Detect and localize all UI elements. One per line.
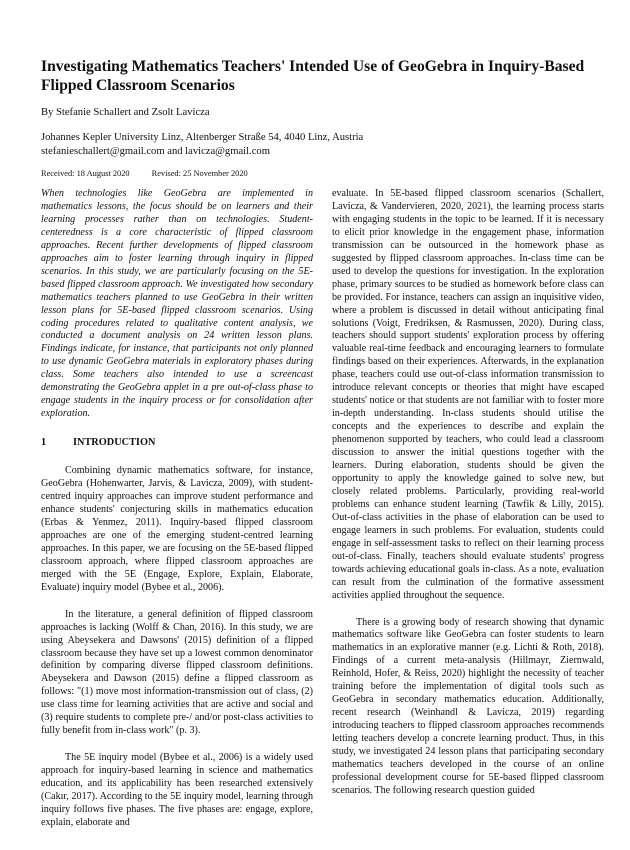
- section-title: INTRODUCTION: [73, 437, 156, 449]
- author-emails: stefanieschallert@gmail.com and lavicza@gmail.com: [41, 146, 270, 157]
- section-heading: [41, 437, 313, 450]
- abstract: When technologies like GeoGebra are implemented in mathematics lessons, the focus should be on learners and their learning processes rather than on technologies. Student-centeredness is a core characteristic of flipped classroom approaches. Recent further developments of flipped classroom approaches aim to foster learning through inquiry in flipped scenarios. In this study, we are particularly focusing on the 5E-based flipped classroom approach. We investigated how secondary mathematics teachers planned to use GeoGebra in their written lesson plans for 5E-based flipped classroom scenarios. Using coding procedures related to qualitative content analysis, we conducted a document analysis on 24 written lesson plans. Findings indicate, for instance, that participants not only planned to use dynamic GeoGebra materials in exploratory phases during class. Some teachers also intended to use a screencast demonstrating the GeoGebra applet in a pre out-of-class phase to engage students in the inquiry process or for consolidation after exploration.: [41, 188, 313, 420]
- paper-title: Investigating Mathematics Teachers' Intended Use of GeoGebra in Inquiry-Based Flipped Classroom Scenarios: [41, 58, 585, 94]
- paragraph: evaluate. In 5E-based flipped classroom scenarios (Schallert, Lavicza, & Vandervieren, 2020, 2021), the learning process starts with engaging students in the topic to be learned. If it is necessary to elicit prior knowledge in the engagement phase, information transmission can be outsourced in the homework phase as suggested by flipped classroom approaches. In-class time can be used to develop the questions for investigation. In the exploration phase, primary sources to be studied as homework before class can be provided. For instance, teachers can assign an inquisitive video, where a problem is discussed in detail without anticipating final solutions (Voigt, Fredriksen, & Rasmussen, 2020). During class, teachers should support students' exploration process by offering valuable real-time feedback and encouraging learners to formulate findings based on their experiences. Afterwards, in the explanation phase, teachers could use out-of-class information transmission to introduce relevant concepts or theories that might have escaped students' notice or that students are not familiar with to foster more in-depth understanding. In-class students should utilise the concepts and the experiences to describe and explain the phenomenon supported by teachers, who could lead a classroom discussion to answer the initial questions together with the learners. During elaboration, students should be given the opportunity to apply the knowledge gained to solve new, but closely related problems. Particularly, providing real-world problems can enhance student learning (Tawfik & Lilly, 2015). Out-of-class activities in the phase of elaboration can be used to engage learners in such problems. For evaluation, students could engage in self-assessment tasks to reflect on their learning process out-of-class. Finally, teachers should evaluate students' progress towards achieving educational goals in-class. As a note, evaluation can result from the culmination of the formative assessment activities applied throughout the sequence.: [332, 188, 604, 601]
- paragraph: There is a growing body of research showing that dynamic mathematics software like GeoGebra can foster students to learn mathematics in an explorative manner (e.g. Lichti & Roth, 2018). Findings of a current meta-analysis (Hillmayr, Ziernwald, Reinhold, Hofer, & Reiss, 2020) highlight the necessity of teacher training before the implementation of digital tools such as GeoGebra in secondary mathematics education. Additionally, recent research (Weinhandl & Lavicza, 2019) regarding introducing teachers to flipped classroom approaches recommends letting teachers develop a concrete learning product. Thus, in this study, we investigated 24 lesson plans that participating secondary mathematics teachers developed in the course of an online professional development course for 5E-based flipped classroom scenarios. The following research question guided: [332, 616, 604, 796]
- section-number: 1: [41, 437, 47, 449]
- right-column: [332, 188, 604, 798]
- affiliation: Johannes Kepler University Linz, Altenberger Straße 54, 4040 Linz, Austria: [41, 132, 364, 143]
- authors: By Stefanie Schallert and Zsolt Lavicza: [41, 107, 210, 118]
- received-date: Received: 18 August 2020: [41, 169, 130, 178]
- dates: [41, 169, 248, 178]
- paragraph: In the literature, a general definition of flipped classroom approaches is lacking (Wolff & Chan, 2016). In this study, we are using Abeysekera and Dawsons' (2015) definition of a flipped classroom because they have set up a lowest common denominator definition by comparing diverse flipped classroom definitions. Abeysekera and Dawson (2015) define a flipped classroom as follows: "(1) move most information-transmission out of class, (2) use class time for learning activities that are active and social and (3) require students to complete pre-/ and/or post-class activities to fully benefit from in-class work" (p. 3).: [41, 608, 313, 737]
- affiliation-block: [41, 131, 363, 159]
- paragraph: The 5E inquiry model (Bybee et al., 2006) is a widely used approach for inquiry-based learning in science and mathematics education, and its applicability has been researched extensively (Cakır, 2017). According to the 5E inquiry model, learning through inquiry follows five phases. The five phases are: engage, explore, explain, elaborate and: [41, 752, 313, 828]
- revised-date: Revised: 25 November 2020: [151, 169, 248, 178]
- left-column: [41, 188, 313, 830]
- paragraph: Combining dynamic mathematics software, for instance, GeoGebra (Hohenwarter, Jarvis, & Lavicza, 2009), with student-centred inquiry approaches can improve student performance and enhance students' conjecturing skills in mathematics education (Erbas & Yenmez, 2011). Inquiry-based flipped classroom approaches are one of the emerging student-centred learning approaches. In this paper, we are focusing on the 5E-based flipped classroom approach, where flipped classroom approaches are merged with the 5E (Engage, Explore, Explain, Elaborate, Evaluate) inquiry model (Bybee et al., 2006).: [41, 465, 313, 593]
